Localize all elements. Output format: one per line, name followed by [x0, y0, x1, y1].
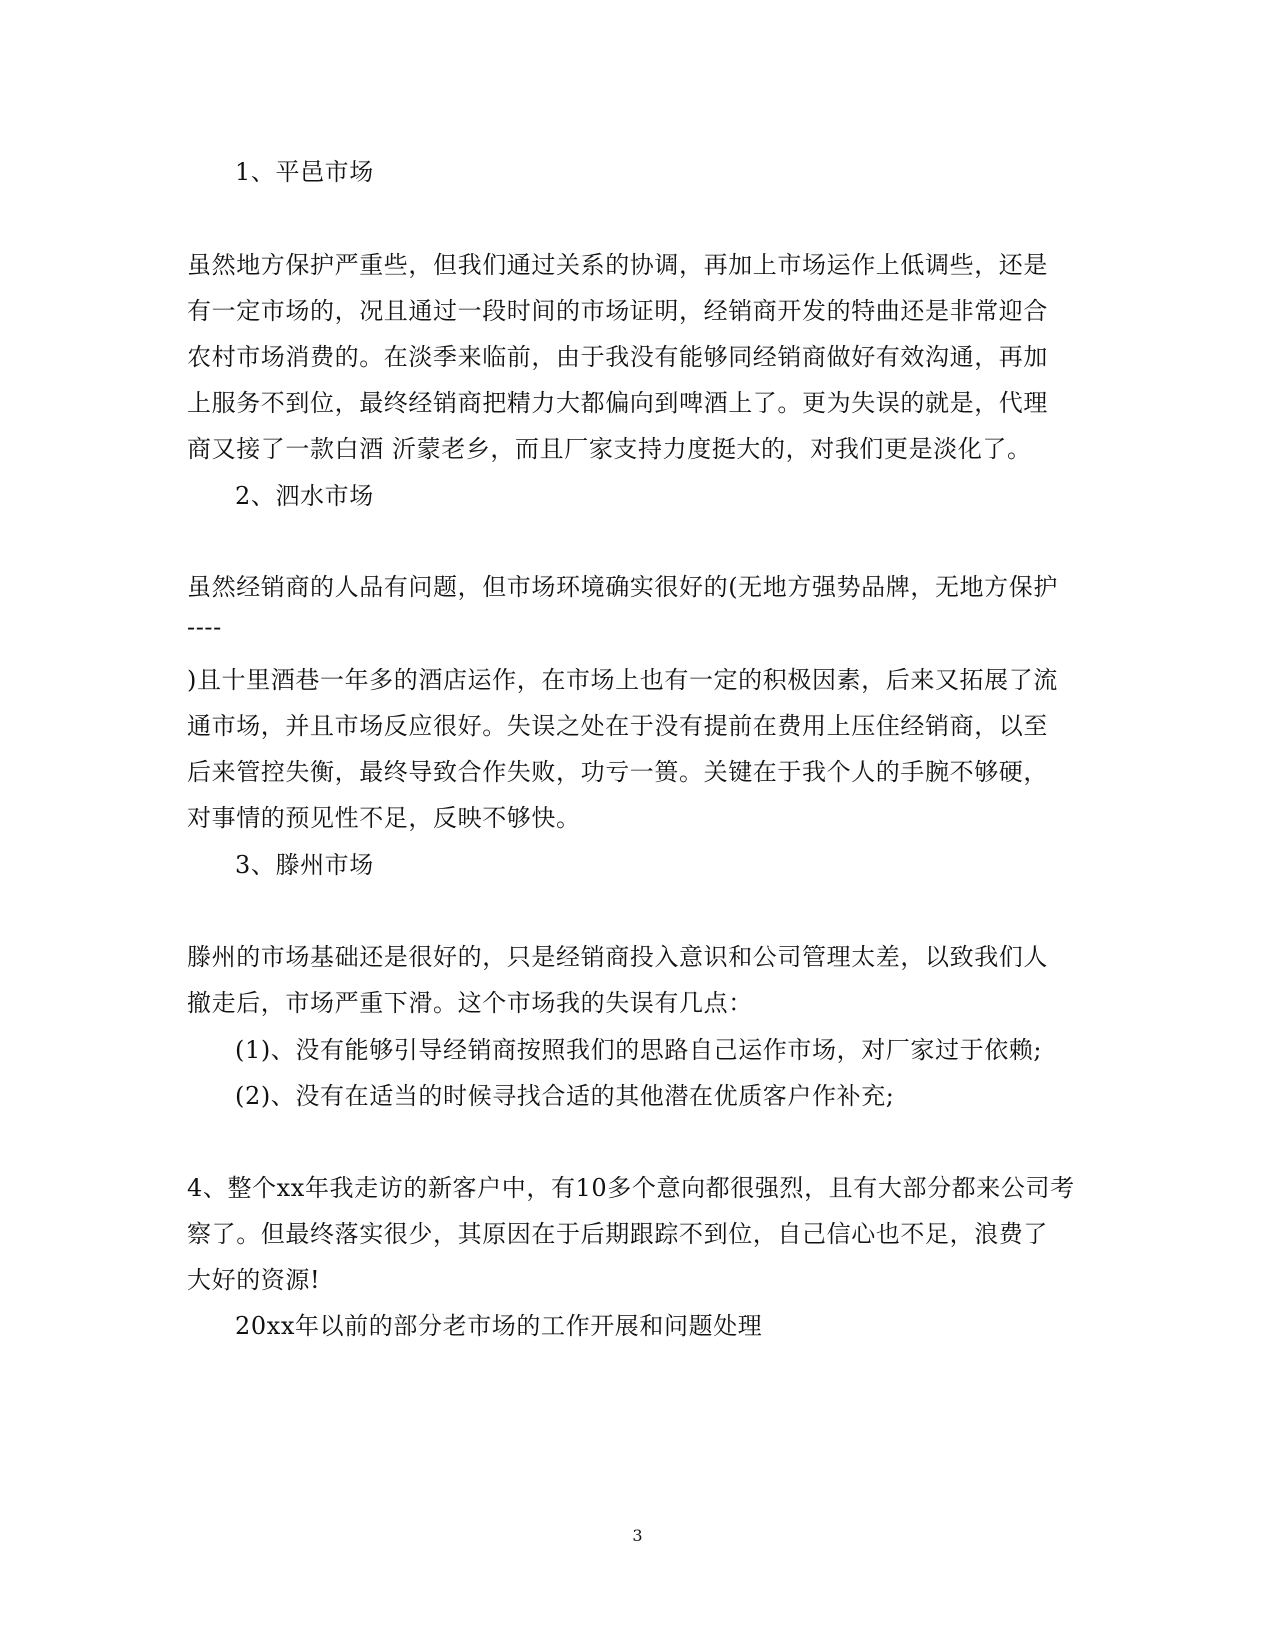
section-heading-pingyi: 1、平邑市场 — [235, 158, 374, 186]
paragraph-line: 撤走后，市场严重下滑。这个市场我的失误有几点： — [187, 989, 753, 1017]
closing-heading: 20xx年以前的部分老市场的工作开展和问题处理 — [235, 1312, 763, 1340]
paragraph-line: 通市场，并且市场反应很好。失误之处在于没有提前在费用上压住经销商，以至 — [187, 712, 1048, 740]
paragraph-line: 大好的资源! — [187, 1266, 321, 1294]
paragraph-line: 对事情的预见性不足，反映不够快。 — [187, 804, 581, 832]
paragraph-line: 上服务不到位，最终经销商把精力大都偏向到啤酒上了。更为失误的就是，代理 — [187, 389, 1048, 417]
paragraph-line: 滕州的市场基础还是很好的，只是经销商投入意识和公司管理太差，以致我们人 — [187, 943, 1048, 971]
paragraph-line: 后来管控失衡，最终导致合作失败，功亏一篑。关键在于我个人的手腕不够硬， — [187, 758, 1048, 786]
paragraph-line: 农村市场消费的。在淡季来临前，由于我没有能够同经销商做好有效沟通，再加 — [187, 343, 1048, 371]
list-item: (1)、没有能够引导经销商按照我们的思路自己运作市场，对厂家过于依赖; — [235, 1036, 1043, 1064]
paragraph-line: )且十里酒巷一年多的酒店运作，在市场上也有一定的积极因素，后来又拓展了流 — [187, 666, 1058, 694]
paragraph-line: ---- — [187, 613, 222, 641]
paragraph-line: 虽然经销商的人品有问题，但市场环境确实很好的(无地方强势品牌，无地方保护 — [187, 573, 1058, 601]
list-item: (2)、没有在适当的时候寻找合适的其他潜在优质客户作补充; — [235, 1082, 895, 1110]
paragraph-line: 虽然地方保护严重些，但我们通过关系的协调，再加上市场运作上低调些，还是 — [187, 251, 1048, 279]
section-heading-tengzhou: 3、滕州市场 — [235, 851, 374, 879]
page-number: 3 — [632, 1526, 643, 1545]
paragraph-line: 商又接了一款白酒 沂蒙老乡，而且厂家支持力度挺大的，对我们更是淡化了。 — [187, 435, 1032, 463]
paragraph-line: 4、整个xx年我走访的新客户中，有10多个意向都很强烈，且有大部分都来公司考 — [187, 1174, 1075, 1202]
section-heading-sishui: 2、泗水市场 — [235, 482, 374, 510]
paragraph-line: 察了。但最终落实很少，其原因在于后期跟踪不到位，自己信心也不足，浪费了 — [187, 1220, 1048, 1248]
paragraph-line: 有一定市场的，况且通过一段时间的市场证明，经销商开发的特曲还是非常迎合 — [187, 297, 1048, 325]
